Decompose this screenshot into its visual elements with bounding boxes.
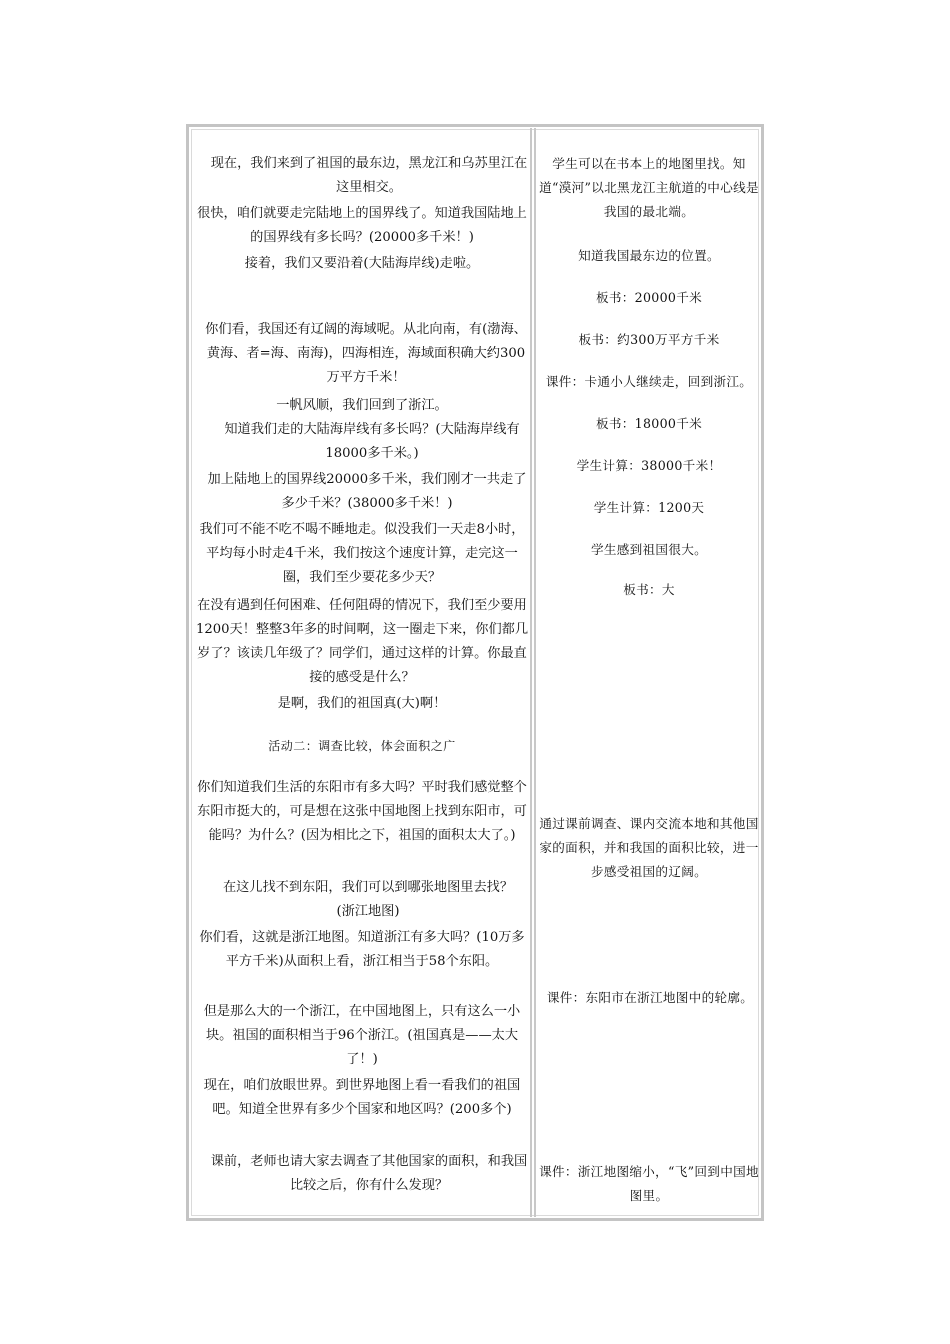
paragraph-coastline-length: 知道我们走的大陆海岸线有多长吗？(大陆海岸线有18000多千米。) — [224, 422, 520, 461]
paragraph-back-to-zhejiang: 一帆风顺，我们回到了浙江。 — [276, 398, 448, 413]
note-courseware-cartoon: 课件：卡通小人继续走，回到浙江。 — [545, 374, 753, 389]
column-divider — [530, 128, 536, 1217]
paragraph-1200-days: 在没有遇到任何困难、任何阻碍的情况下，我们至少要用1200天！整整3年多的时间啊，这一圈走下来，你们都几岁了？该读几年级了？同学们，通过这样的计算。你最直接的感受是什么？ — [195, 598, 529, 685]
paragraph-world-map: 现在，咱们放眼世界。到世界地图上看一看我们的祖国吧。知道全世界有多少个国家和地区吗？(200多个) — [203, 1078, 521, 1117]
paragraph-zhejiang-small: 但是那么大的一个浙江，在中国地图上，只有这么一小块。祖国的面积相当于96个浙江。(祖国真是——太大了！) — [203, 1004, 521, 1067]
note-zhejiang-shrink: 课件：浙江地图缩小，“飞”回到中国地图里。 — [539, 1164, 759, 1203]
paragraph-sea-area: 你们看，我国还有辽阔的海域呢。从北向南，有(渤海、黄海、者=海、南海)，四海相连，海域面积确大约300万平方千米！ — [205, 322, 527, 385]
paragraph-coastline-intro: 接着，我们又要沿着(大陆海岸线)走啦。 — [244, 256, 480, 271]
note-dongyang-outline: 课件：东阳市在浙江地图中的轮廓。 — [546, 990, 754, 1005]
note-calc-1200: 学生计算：1200天 — [593, 500, 705, 515]
paragraph-land-border: 很快，咱们就要走完陆地上的国界线了。知道我国陆地上的国界线有多长吗？(20000多千米！) — [197, 206, 527, 245]
note-northernmost: 学生可以在书本上的地图里找。知道“漠河”以北黑龙江主航道的中心线是我国的最北端。 — [539, 156, 759, 219]
note-calc-38000: 学生计算：38000千米！ — [576, 458, 722, 473]
paragraph-east-border: 现在，我们来到了祖国的最东边，黑龙江和乌苏里江在这里相交。 — [210, 156, 528, 195]
note-easternmost: 知道我国最东边的位置。 — [578, 248, 720, 263]
paragraph-dongyang-size: 你们知道我们生活的东阳市有多大吗？平时我们感觉整个东阳市挺大的，可是想在这张中国地图上找到东阳市，可能吗？为什么？(因为相比之下，祖国的面积太大了。) — [197, 780, 527, 843]
note-board-20000: 板书：20000千米 — [595, 290, 703, 305]
paragraph-compare-countries: 课前，老师也请大家去调查了其他国家的面积，和我国比较之后，你有什么发现？ — [210, 1154, 528, 1193]
note-board-300: 板书：约300万平方千米 — [578, 332, 720, 347]
note-board-big: 板书：大 — [623, 582, 675, 597]
paragraph-find-dongyang: 在这儿找不到东阳，我们可以到哪张地图里去找？(浙江地图) — [222, 880, 514, 919]
activity-two-heading: 活动二：调查比较，体会面积之广 — [268, 739, 456, 753]
paragraph-zhejiang-map: 你们看，这就是浙江地图。知道浙江有多大吗？(10万多平方千米)从面积上看，浙江相当于58个东阳。 — [199, 930, 525, 969]
note-board-18000: 板书：18000千米 — [595, 416, 703, 431]
note-feel-big: 学生感到祖国很大。 — [590, 542, 708, 557]
note-survey-compare: 通过课前调查、课内交流本地和其他国家的面积，并和我国的面积比较，进一步感受祖国的辽阔。 — [539, 816, 759, 879]
paragraph-days-question: 我们可不能不吃不喝不睡地走。似没我们一天走8小时，平均每小时走4千米，我们按这个速度计算，走完这一圈，我们至少要花多少天？ — [199, 522, 525, 585]
paragraph-country-big: 是啊，我们的祖国真(大)啊！ — [277, 696, 447, 711]
paragraph-total-distance: 加上陆地上的国界线20000多千米，我们刚才一共走了多少千米？(38000多千米！) — [207, 472, 527, 511]
